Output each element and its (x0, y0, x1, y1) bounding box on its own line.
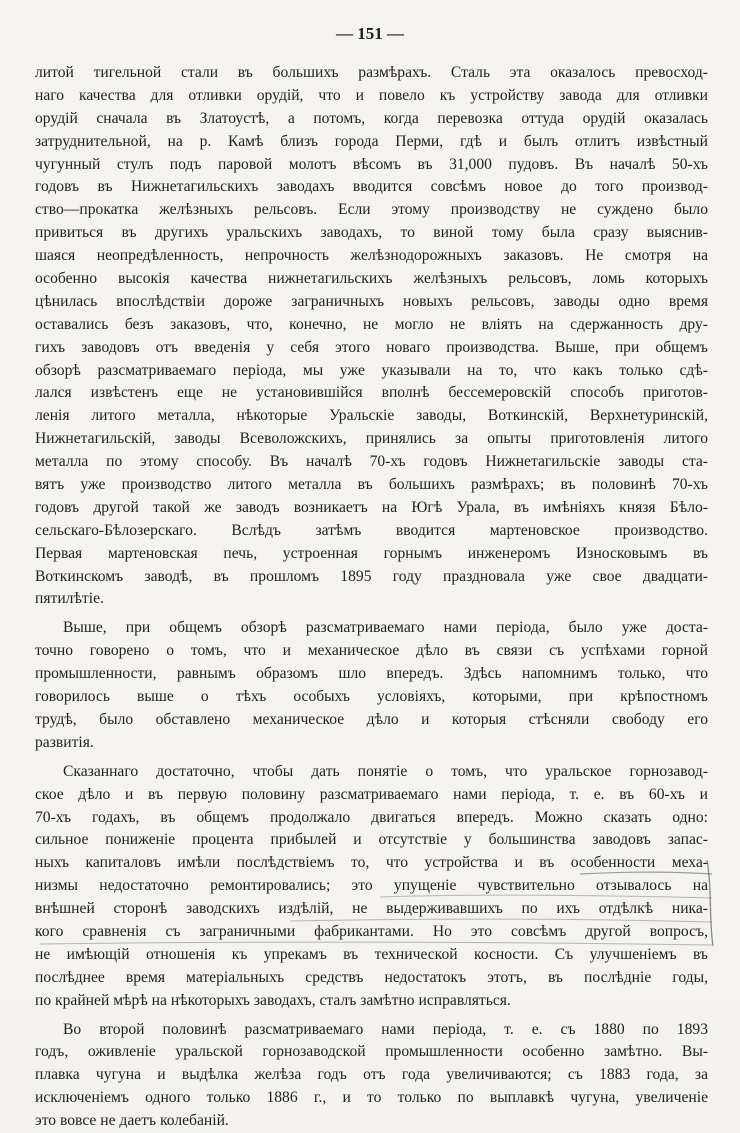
page-body (35, 62, 708, 1133)
text-line: исключеніемъ одного только 1886 г., и то только по выплавкѣ чугуна, увеличеніе (35, 1089, 708, 1107)
text-line: чугунный стулъ подъ паровой молотъ вѣсомъ въ 31,000 пудовъ. Въ началѣ 50-хъ (35, 155, 708, 173)
text-line: наго качества для отливки орудій, что и повело къ устройству завода для отливки (35, 86, 708, 104)
text-line: цѣнилась впослѣдствіи дороже заграничныхъ новыхъ рельсовъ, заводы одно время (35, 292, 708, 310)
text-line: Нижнетагильскій, заводы Всеволожскихъ, принялись за опыты приготовленія литого (35, 430, 708, 448)
text-line: говорилось выше о тѣхъ особыхъ условіяхъ, которыми, при крѣпостномъ (35, 688, 708, 706)
text-line: затруднительной, на р. Камѣ близъ города Перми, гдѣ и былъ отлитъ извѣстный (35, 132, 708, 150)
text-line: гихъ заводовъ отъ введенія у себя этого новаго производства. Выше, при общемъ (35, 338, 708, 356)
text-line: оставались безъ заказовъ, что, конечно, не могло не вліять на сдержанность дру- (35, 315, 708, 333)
text-line: Сказаннаго достаточно, чтобы дать понятіе о томъ, что уральское горнозавод- (63, 762, 708, 780)
text-line: годъ, оживленіе уральской горнозаводской промышленности особенно замѣтно. Вы- (35, 1043, 708, 1061)
text-line: промышленности, равнымъ образомъ шло впередъ. Здѣсь напомнимъ только, что (35, 665, 708, 683)
text-line: вятъ уже производство литого металла въ большихъ размѣрахъ; въ половинѣ 70-хъ (35, 476, 708, 494)
paragraph (35, 617, 708, 754)
text-line: металла по этому способу. Въ началѣ 70-хъ годовъ Нижнетагильскіе заводы ста- (35, 453, 708, 471)
text-line: сельскаго-Бѣлозерскаго. Вслѣдъ затѣмъ вводится мартеновское производство. (35, 521, 708, 539)
text-line: лался извѣстенъ еще не установившійся вполнѣ бессемеровскій способъ приготов- (35, 384, 708, 402)
text-line: низмы недостаточно ремонтировались; это упущеніе чувствительно отзывалось на (35, 877, 708, 895)
text-line: развитія. (35, 733, 94, 751)
text-line: кого сравненія съ заграничными фабрикантами. Но это совсѣмъ другой вопросъ, (35, 922, 708, 940)
text-line: ленія литого металла, нѣкоторые Уральскіе заводы, Воткинскій, Верхнетуринскій, (35, 407, 708, 425)
text-line: Воткинскомъ заводѣ, въ прошломъ 1895 году праздновала уже свое двадцати- (35, 567, 708, 585)
text-line: точно говорено о томъ, что и механическое дѣло въ связи съ успѣхами горной (35, 642, 708, 660)
text-line: Во второй половинѣ разсматриваемаго нами періода, т. е. съ 1880 по 1893 (63, 1020, 708, 1038)
text-line: не имѣющій отношенія къ упрекамъ въ технической косности. Съ улучшеніемъ въ (35, 945, 708, 963)
text-line: трудѣ, было обставлено механическое дѣло и которыя стѣсняли свободу его (35, 710, 708, 728)
text-line: Выше, при общемъ обзорѣ разсматриваемаго нами періода, было уже доста- (63, 619, 708, 637)
text-line: плавка чугуна и выдѣлка желѣза годъ отъ года увеличиваются; съ 1883 года, за (35, 1066, 708, 1084)
text-line: обзорѣ разсматриваемаго періода, мы уже указывали на то, что какъ только сдѣ- (35, 361, 708, 379)
text-line: ныхъ капиталовъ имѣли послѣдствіемъ то, что устройства и въ особенности меха- (35, 854, 708, 872)
text-line: шаяся неопредѣленность, непрочность желѣзнодорожныхъ заказовъ. Не смотря на (35, 247, 708, 265)
text-line: ское дѣло и въ первую половину разсматриваемаго нами періода, т. е. въ 60-хъ и (35, 785, 708, 803)
text-line: внѣшней сторонѣ заводскихъ издѣлій, не выдерживавшихъ по ихъ отдѣлкѣ ника- (35, 900, 708, 918)
text-line: это вовсе не даетъ колебаній. (35, 1112, 229, 1130)
text-line: по крайней мѣрѣ на нѣкоторыхъ заводахъ, сталъ замѣтно исправляться. (35, 991, 511, 1009)
text-line: годовъ другой такой же заводъ возникаетъ на Югѣ Урала, въ имѣніяхъ князя Бѣло- (35, 498, 708, 516)
page-number: — 151 — (336, 24, 404, 43)
text-line: особенно высокія качества нижнетагильскихъ желѣзныхъ рельсовъ, ломь которыхъ (35, 270, 708, 288)
text-line: пятилѣтіе. (35, 590, 104, 608)
text-line: привиться въ другихъ уральскихъ заводахъ, то виной тому была сразу выяснив- (35, 224, 708, 242)
text-line: годовъ въ Нижнетагильскихъ заводахъ вводится совсѣмъ новое до того производ- (35, 178, 708, 196)
text-line: Первая мартеновская печь, устроенная горнымъ инженеромъ Износковымъ въ (35, 544, 708, 562)
paragraph (35, 761, 708, 1013)
text-line: ство—прокатка желѣзныхъ рельсовъ. Если этому производству не суждено было (35, 201, 708, 219)
paragraph (35, 1019, 708, 1133)
text-line: послѣднее время матеріальныхъ средствъ недостатокъ этотъ, въ послѣдніе годы, (35, 968, 708, 986)
text-line: сильное пониженіе процента прибылей и отсутствіе у большинства заводовъ запас- (35, 831, 708, 849)
paragraph (35, 62, 708, 611)
text-line: 70-хъ годахъ, въ общемъ продолжало двигаться впередъ. Можно сказать одно: (35, 808, 708, 826)
text-line: орудій сначала въ Златоустѣ, а потомъ, когда перевозка оттуда орудій оказалась (35, 109, 708, 127)
text-line: литой тигельной стали въ большихъ размѣрахъ. Сталь эта оказалось превосход- (35, 64, 708, 81)
